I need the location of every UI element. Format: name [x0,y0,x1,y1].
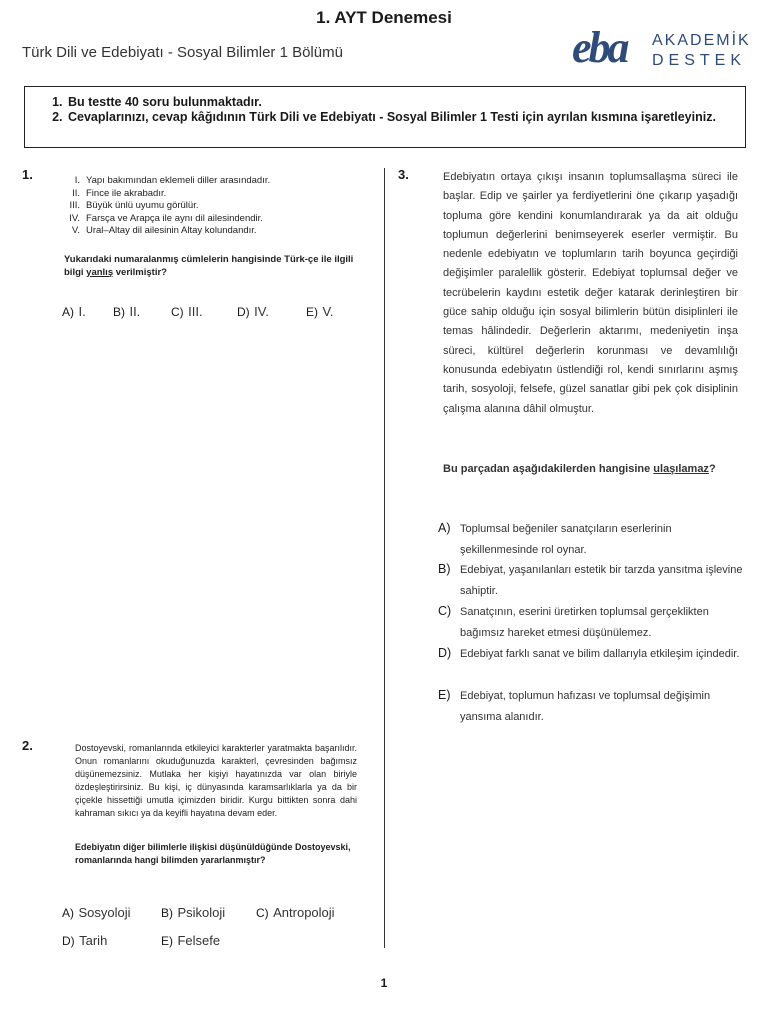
option-text: V. [322,304,334,319]
statement-num: I. [74,175,80,186]
statement-text: Yapı bakımından eklemeli diller arasındadır. [86,175,271,186]
q3-option-a[interactable] [438,521,750,561]
q3-option-d[interactable] [438,646,750,686]
option-text: Sosyoloji [78,905,131,920]
option-letter: C) [256,906,269,920]
prompt-emphasis: ulaşılamaz [653,463,709,475]
q1-option-d[interactable] [237,303,269,321]
option-text: Antropoloji [273,905,335,920]
statement-num: IV. [69,212,80,224]
eba-logo [572,23,752,74]
option-letter: B) [113,305,125,319]
question-2-paragraph: Dostoyevski, romanlarında etkileyici karakterler yaratmakta başarılıdır. Onun romanlarını okuduğunuzda karakterl, çevresinden bağımsız düşünemezsiniz. Mutlaka her kişiyi hayatınızda var olan biriyle özdeşleştirirsiniz. Bu kişi, iç dünyasında karamsarlıklarla ya da bir çiçekle hissettiği umutla içimizden biridir. Kurgu bittikten sonra dahi kahraman sıkıcı ya da keyifli hayatına devam eder. [75,743,357,818]
column-divider [384,168,385,948]
q2-option-e[interactable] [161,932,220,950]
q3-option-e[interactable] [438,688,750,728]
option-text: III. [188,304,203,319]
prompt-text-end: verilmiştir? [113,266,167,278]
option-letter: C) [438,604,452,618]
statement-row [64,213,364,226]
option-text: Edebiyat, yaşanılanları estetik bir tarzda yansıtma işlevine sahiptir. [460,564,743,597]
option-text: Edebiyat farklı sanat ve bilim dallarıyla etkileşim içindedir. [460,648,740,660]
logo-line-2: DESTEK [652,52,747,69]
statement-row [64,175,364,188]
question-3-paragraph: Edebiyatın ortaya çıkışı insanın toplumsallaşma süreci ile başlar. Edip ve şairler ya ferdiyetlerini öne çıkarıp yaşadığı topluma göre kendini konumlandırarak ya da ait olduğu toplumun değerlerini benimseyerek eserler vermiştir. Bu nedenle edebiyatın ve toplumların tarih boyunca geçirdiği değişimler paralellik gösterir. Edebiyat toplumsal değer ve tecrübelerin kaydını estetik değer katarak derinleştiren bir güce sahip olduğu için sosyal bilimlerin bütün disiplinleri ile temas hâlindedir. Değerlerin aktarımı, medeniyetin inşa süreci, kültürel değerlerin korunması ve devamlılığı konusunda edebiyatın üstlendiği rol, kendi sınırlarını aşmış tarih, sosyoloji, felsefe, güzel sanatlar gibi pek çok disiplinin çalışma alanına dâhil olmuştur. [443,171,738,415]
statement-num: V. [71,225,80,237]
option-text: IV. [254,304,269,319]
statement-num: II. [72,187,80,199]
q1-option-b[interactable] [113,303,140,321]
option-letter: D) [438,646,452,660]
q2-option-d[interactable] [62,932,107,950]
page-title: 1. AYT Denemesi [316,8,452,27]
option-letter: A) [62,906,74,920]
option-text: Toplumsal beğeniler sanatçıların eserlerinin şekillenmesinde rol oynar. [460,523,672,556]
option-letter: B) [161,906,173,920]
instruction-item: 1. Bu testte 40 soru bulunmaktadır. [66,95,745,110]
prompt-text: Bu parçadan aşağıdakilerden hangisine [443,463,654,475]
q1-option-a[interactable] [62,303,86,321]
option-letter: C) [171,305,184,319]
option-text: I. [78,304,86,319]
question-3-number: 3. [398,167,409,182]
option-text: Sanatçının, eserini üretirken toplumsal gerçeklikten bağımsız hareket etmesi düşünülemez. [460,606,709,639]
option-text: Felsefe [177,933,221,948]
option-text: II. [129,304,141,319]
option-letter: A) [438,521,451,535]
q2-option-c[interactable] [256,904,335,922]
question-1-prompt [64,254,360,279]
question-1-statements [64,175,364,238]
option-text: Psikoloji [177,905,226,920]
q3-option-b[interactable] [438,562,750,602]
option-letter: B) [438,562,451,576]
statement-text: Fince ile akrabadır. [86,187,167,199]
q2-option-a[interactable] [62,904,130,922]
page-subtitle: Türk Dili ve Edebiyatı - Sosyal Bilimler 1 Bölümü [22,44,343,61]
logo-mark: eba [572,23,627,72]
option-letter: E) [438,688,451,702]
statement-num: III. [69,200,80,212]
statement-row [64,225,364,238]
statement-text: Ural–Altay dil ailesinin Altay kolundandır. [86,225,257,237]
statement-row [64,200,364,213]
option-letter: D) [62,934,75,948]
statement-row [64,188,364,201]
q3-option-c[interactable] [438,604,750,644]
question-3-prompt [443,460,738,479]
instruction-item: 2. Cevaplarınızı, cevap kâğıdının Türk Dili ve Edebiyatı - Sosyal Bilimler 1 Testi için ayrılan kısmına işaretleyiniz. [66,110,745,125]
statement-text: Büyük ünlü uyumu görülür. [86,200,199,212]
option-letter: E) [306,305,318,319]
question-2-number: 2. [22,738,33,753]
option-text: Edebiyat, toplumun hafızası ve toplumsal değişimin yansıma alanıdır. [460,690,711,723]
option-letter: E) [161,934,173,948]
page-number: 1 [380,976,388,990]
q1-option-c[interactable] [171,303,203,321]
statement-text: Farsça ve Arapça ile aynı dil ailesindendir. [86,212,263,224]
instructions-list [25,87,745,125]
option-letter: D) [237,305,250,319]
prompt-text-end: ? [708,463,716,475]
instructions-box [24,86,746,148]
question-2-prompt: Edebiyatın diğer bilimlerle ilişkisi düşünüldüğünde Dostoyevski, romanlarında hangi bilimden yararlanmıştır? [75,842,351,865]
option-letter: A) [62,305,74,319]
prompt-text: Yukarıdaki numaralanmış cümlelerin hangisinde Türk-çe ile ilgili bilgi [64,254,354,278]
question-1-number: 1. [22,167,33,182]
q1-option-e[interactable] [306,303,334,321]
q2-option-b[interactable] [161,904,225,922]
option-text: Tarih [79,933,108,948]
logo-line-1: AKADEMİK [652,32,751,49]
prompt-emphasis: yanlış [86,266,114,278]
